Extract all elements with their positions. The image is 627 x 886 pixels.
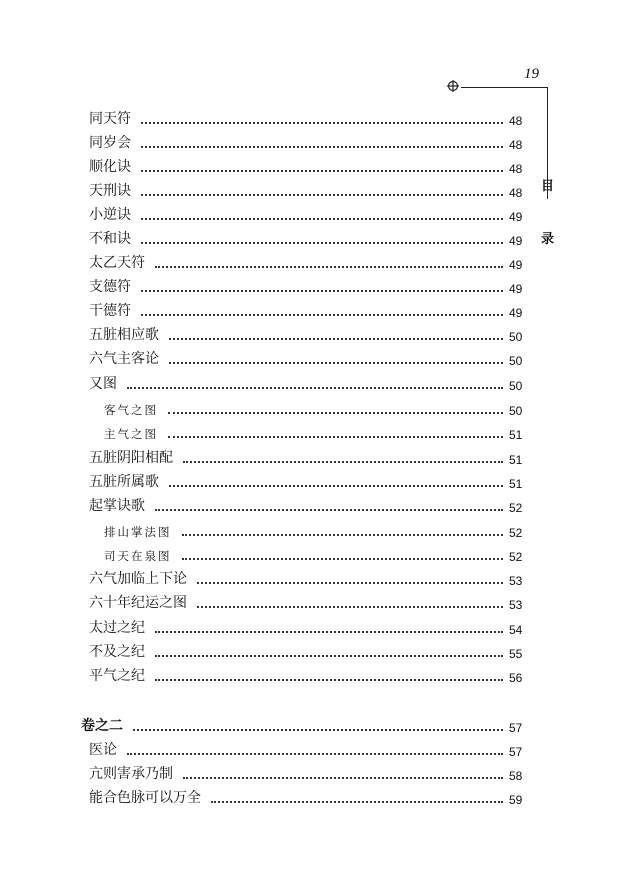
toc-entry[interactable] — [89, 495, 527, 515]
toc-entry-title: 同岁会 — [89, 135, 131, 151]
toc-entry[interactable] — [89, 471, 527, 491]
toc-entry-page: 52 — [509, 526, 523, 540]
toc-entry[interactable] — [89, 763, 527, 783]
toc-entry-title: 小逆诀 — [89, 207, 131, 223]
toc-entry-title: 六气主客论 — [89, 351, 159, 367]
toc-entry-page: 48 — [509, 186, 523, 200]
toc-leader-dots — [169, 485, 503, 487]
toc-entry-title: 同天符 — [89, 111, 131, 127]
toc-entry-page: 51 — [509, 453, 523, 467]
toc-leader-dots — [141, 122, 503, 124]
toc-entry[interactable] — [89, 300, 527, 320]
toc-leader-dots — [155, 679, 503, 681]
toc-entry[interactable] — [89, 348, 527, 368]
toc-entry[interactable] — [89, 641, 527, 661]
toc-leader-dots — [155, 655, 503, 657]
toc-entry-page: 52 — [509, 501, 523, 515]
toc-leader-dots — [182, 558, 504, 560]
toc-entry-page: 49 — [509, 282, 523, 296]
toc-entry[interactable] — [89, 373, 527, 393]
toc-entry[interactable] — [104, 398, 527, 418]
toc-entry-title: 干德符 — [89, 303, 131, 319]
toc-leader-dots — [133, 729, 503, 731]
toc-leader-dots — [182, 534, 504, 536]
toc-entry-title: 天刑诀 — [89, 183, 131, 199]
toc-entry-title: 客气之图 — [104, 403, 158, 417]
toc-entry-page: 49 — [509, 306, 523, 320]
toc-leader-dots — [155, 631, 503, 633]
toc-entry-page: 50 — [509, 354, 523, 368]
toc-entry[interactable] — [89, 787, 527, 807]
toc-entry-page: 48 — [509, 114, 523, 128]
toc-entry-page: 57 — [509, 745, 523, 759]
toc-entry-title: 顺化诀 — [89, 159, 131, 175]
toc-entry[interactable] — [104, 520, 527, 540]
toc-leader-dots — [155, 509, 503, 511]
toc-entry-title: 卷之二 — [81, 718, 123, 734]
toc-entry[interactable] — [89, 617, 527, 637]
toc-leader-dots — [197, 582, 503, 584]
toc-entry[interactable] — [89, 132, 527, 152]
toc-entry[interactable] — [89, 592, 527, 612]
toc-leader-dots — [168, 436, 503, 438]
toc-entry[interactable] — [89, 665, 527, 685]
toc-entry[interactable] — [89, 568, 527, 588]
toc-leader-dots — [141, 170, 503, 172]
toc-entry-page: 57 — [509, 721, 523, 735]
toc-leader-dots — [141, 146, 503, 148]
toc-entry[interactable] — [81, 715, 527, 735]
toc-entry-title: 司天在泉图 — [104, 549, 172, 563]
toc-entry[interactable] — [89, 739, 527, 759]
toc-entry-page: 59 — [509, 793, 523, 807]
toc-entry-page: 48 — [509, 162, 523, 176]
toc-entry-page: 52 — [509, 550, 523, 564]
toc-entry[interactable] — [89, 156, 527, 176]
toc-entry-page: 58 — [509, 769, 523, 783]
page-number: 19 — [524, 66, 539, 82]
toc-leader-dots — [127, 753, 503, 755]
side-label-mu: 目 — [541, 179, 555, 194]
toc-leader-dots — [155, 266, 503, 268]
toc-entry-title: 六十年纪运之图 — [89, 595, 187, 611]
toc-leader-dots — [169, 338, 503, 340]
toc-entry-page: 56 — [509, 671, 523, 685]
toc-entry-page: 55 — [509, 647, 523, 661]
toc-leader-dots — [169, 362, 503, 364]
toc-entry-page: 49 — [509, 234, 523, 248]
toc-entry-page: 48 — [509, 138, 523, 152]
toc-leader-dots — [183, 777, 503, 779]
toc-entry-title: 支德符 — [89, 279, 131, 295]
toc-entry-page: 49 — [509, 210, 523, 224]
toc-leader-dots — [141, 290, 503, 292]
toc-leader-dots — [168, 412, 503, 414]
toc-entry-title: 又图 — [89, 376, 117, 392]
toc-leader-dots — [141, 218, 503, 220]
toc-entry-page: 50 — [509, 379, 523, 393]
toc-entry-title: 医论 — [89, 742, 117, 758]
toc-leader-dots — [197, 606, 503, 608]
toc-leader-dots — [183, 461, 503, 463]
toc-entry[interactable] — [89, 447, 527, 467]
toc-entry-page: 51 — [509, 428, 523, 442]
toc-entry[interactable] — [89, 252, 527, 272]
toc-entry[interactable] — [89, 204, 527, 224]
toc-entry[interactable] — [89, 108, 527, 128]
toc-entry-page: 50 — [509, 404, 523, 418]
toc-entry-title: 排山掌法图 — [104, 525, 172, 539]
toc-entry-page: 51 — [509, 477, 523, 491]
toc-entry[interactable] — [104, 544, 527, 564]
toc-entry-title: 不和诀 — [89, 231, 131, 247]
toc-leader-dots — [141, 242, 503, 244]
toc-entry[interactable] — [89, 180, 527, 200]
toc-entry-page: 50 — [509, 330, 523, 344]
toc-leader-dots — [211, 801, 503, 803]
toc-entry-title: 太过之纪 — [89, 620, 145, 636]
toc-entry-page: 53 — [509, 574, 523, 588]
side-label-lu: 录 — [541, 232, 555, 247]
toc-entry-title: 不及之纪 — [89, 644, 145, 660]
toc-entry[interactable] — [89, 276, 527, 296]
toc-entry-title: 亢则害承乃制 — [89, 766, 173, 782]
toc-entry-title: 太乙天符 — [89, 255, 145, 271]
toc-entry-title: 能合色脉可以万全 — [89, 790, 201, 806]
toc-entry-title: 五脏阴阳相配 — [89, 450, 173, 466]
toc-leader-dots — [127, 387, 503, 389]
toc-entry[interactable] — [104, 422, 527, 442]
toc-entry-title: 平气之纪 — [89, 668, 145, 684]
toc-entry[interactable] — [89, 228, 527, 248]
toc-entry-title: 五脏相应歌 — [89, 327, 159, 343]
toc-leader-dots — [141, 194, 503, 196]
toc-entry-page: 49 — [509, 258, 523, 272]
toc-entry-title: 主气之图 — [104, 427, 158, 441]
toc-entry-page: 53 — [509, 598, 523, 612]
toc-entry-page: 54 — [509, 623, 523, 637]
toc-entry-title: 五脏所属歌 — [89, 474, 159, 490]
toc-leader-dots — [141, 314, 503, 316]
toc-entry-title: 起掌诀歌 — [89, 498, 145, 514]
toc-entry[interactable] — [89, 324, 527, 344]
toc-entry-title: 六气加临上下论 — [89, 571, 187, 587]
